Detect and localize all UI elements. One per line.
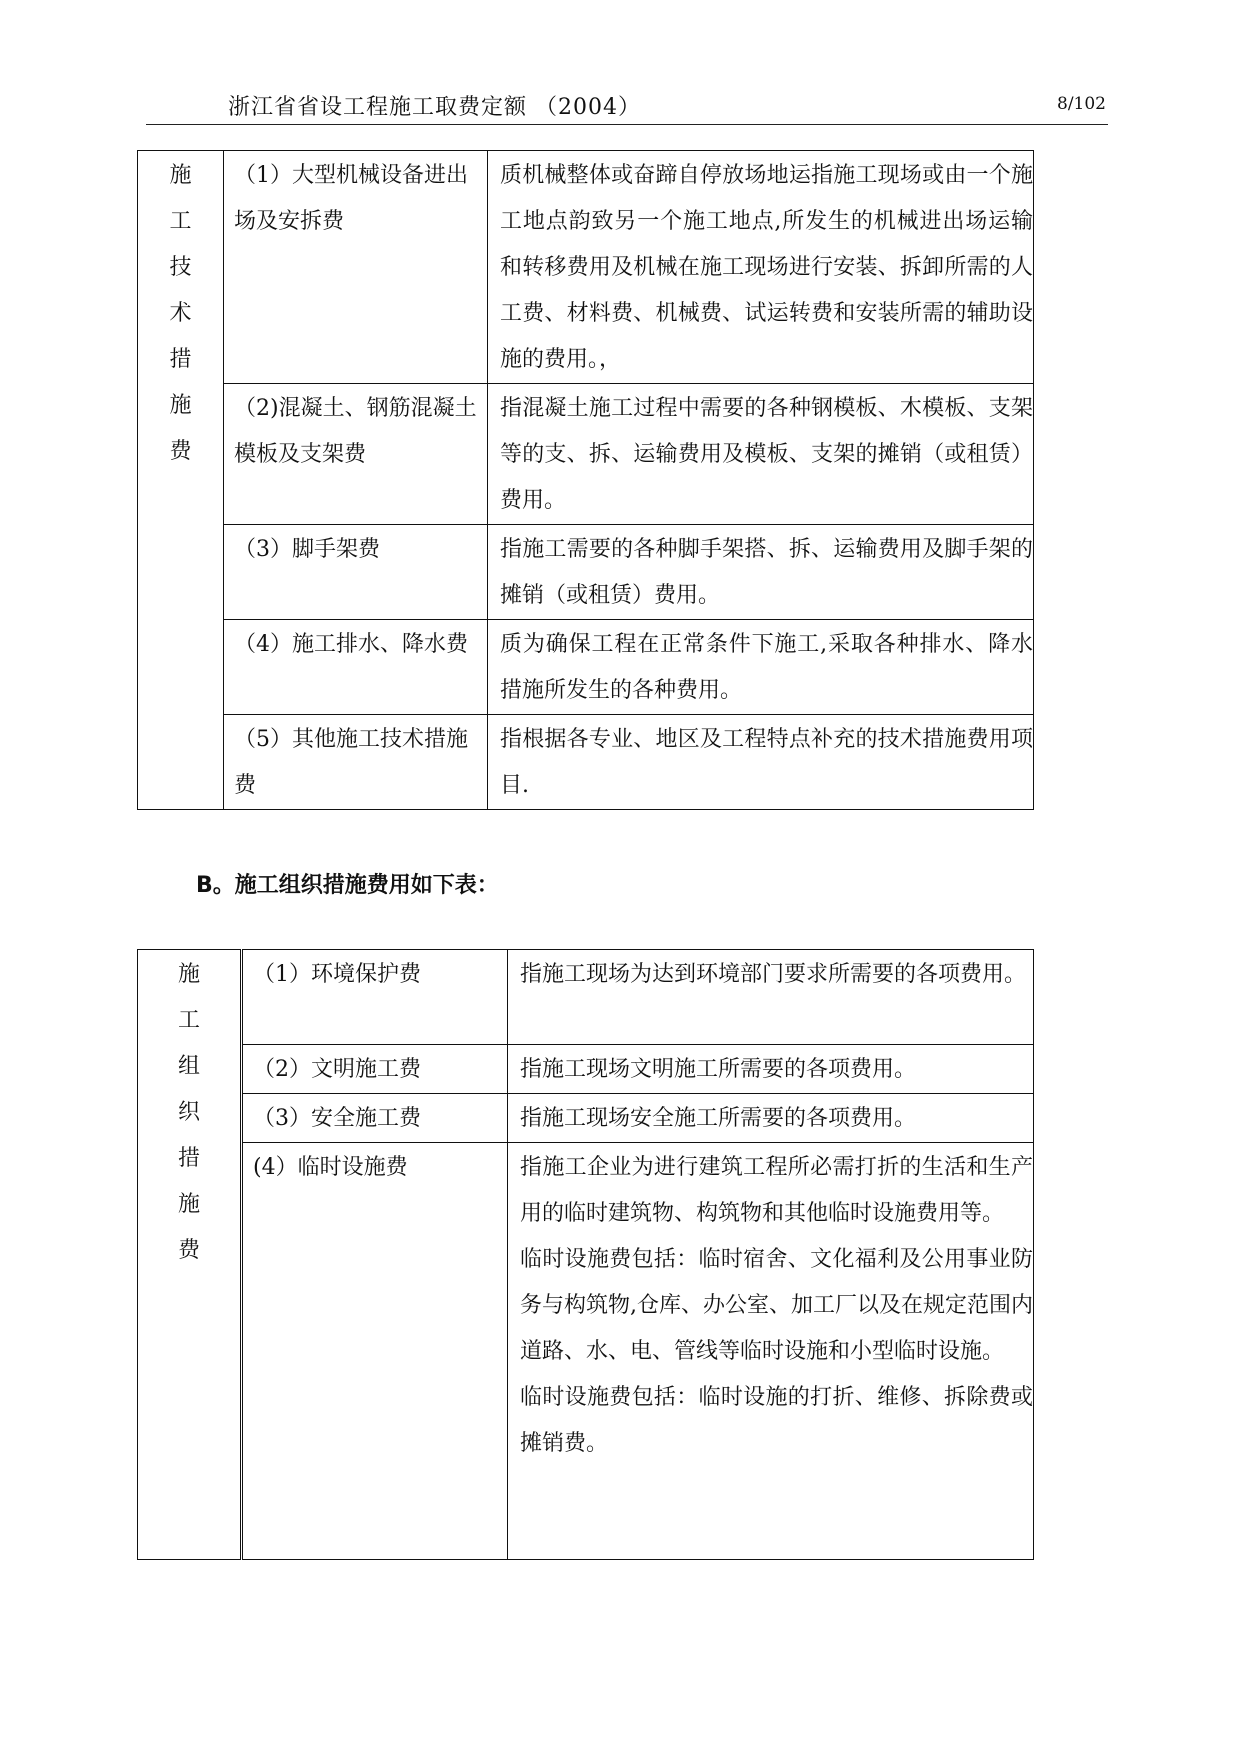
item-cell: （2）文明施工费	[242, 1045, 508, 1094]
category-label: 施工技术措施费	[169, 163, 192, 464]
table-row	[138, 715, 1034, 810]
technical-measures-table	[137, 150, 1034, 810]
description-cell: 指根据各专业、地区及工程特点补充的技术措施费用项目.	[488, 715, 1034, 810]
organizational-measures-table	[137, 949, 1034, 1560]
description-cell: 质机械整体或奋蹄自停放场地运指施工现场或由一个施工地点韵致另一个施工地点,所发生的机械进出场运输和转移费用及机械在施工现场进行安装、拆卸所需的人工费、材料费、机械费、试运转费和安装所需的辅助设施的费用。，	[488, 151, 1034, 384]
item-cell: （5）其他施工技术措施费	[224, 715, 488, 810]
table-row	[138, 950, 1034, 1045]
description-cell: 指施工现场安全施工所需要的各项费用。	[508, 1094, 1034, 1143]
page-header	[146, 88, 1108, 125]
section-heading: B。施工组织措施费用如下表：	[196, 873, 499, 898]
description-paragraph: 临时设施费包括：临时宿舍、文化福利及公用事业防务与构筑物,仓库、办公室、加工厂以及在规定范围内道路、水、电、管线等临时设施和小型临时设施。	[520, 1247, 1033, 1364]
page-number: 8/102	[1057, 94, 1106, 114]
item-cell: （4）施工排水、降水费	[224, 620, 488, 715]
item-cell: (4）临时设施费	[242, 1143, 508, 1560]
description-paragraph: 指施工企业为进行建筑工程所必需打折的生活和生产用的临时建筑物、构筑物和其他临时设施费用等。	[520, 1155, 1033, 1226]
category-label: 施工组织措施费	[178, 962, 201, 1263]
table-row	[138, 1094, 1034, 1143]
item-cell: （1）环境保护费	[242, 950, 508, 1045]
item-cell: （3）脚手架费	[224, 525, 488, 620]
table-row	[138, 525, 1034, 620]
description-cell: 指施工需要的各种脚手架搭、拆、运输费用及脚手架的摊销（或租赁）费用。	[488, 525, 1034, 620]
document-title: 浙江省省设工程施工取费定额 （2004）	[228, 95, 641, 120]
item-cell: （1）大型机械设备进出场及安拆费	[224, 151, 488, 384]
table-row	[138, 1045, 1034, 1094]
table-row	[138, 151, 1034, 384]
description-cell: 指施工现场为达到环境部门要求所需要的各项费用。	[508, 950, 1034, 1045]
category-cell	[138, 151, 224, 810]
item-cell: （3）安全施工费	[242, 1094, 508, 1143]
table-row	[138, 1143, 1034, 1560]
table-row	[138, 620, 1034, 715]
description-cell: 指施工现场文明施工所需要的各项费用。	[508, 1045, 1034, 1094]
category-cell	[138, 950, 242, 1560]
table-row	[138, 384, 1034, 525]
item-cell: （2)混凝土、钢筋混凝土模板及支架费	[224, 384, 488, 525]
description-cell: 指混凝土施工过程中需要的各种钢模板、木模板、支架等的支、拆、运输费用及模板、支架的摊销（或租赁）费用。	[488, 384, 1034, 525]
description-cell: 质为确保工程在正常条件下施工,采取各种排水、降水措施所发生的各种费用。	[488, 620, 1034, 715]
description-cell	[508, 1143, 1034, 1560]
description-paragraph: 临时设施费包括：临时设施的打折、维修、拆除费或摊销费。	[520, 1385, 1033, 1456]
